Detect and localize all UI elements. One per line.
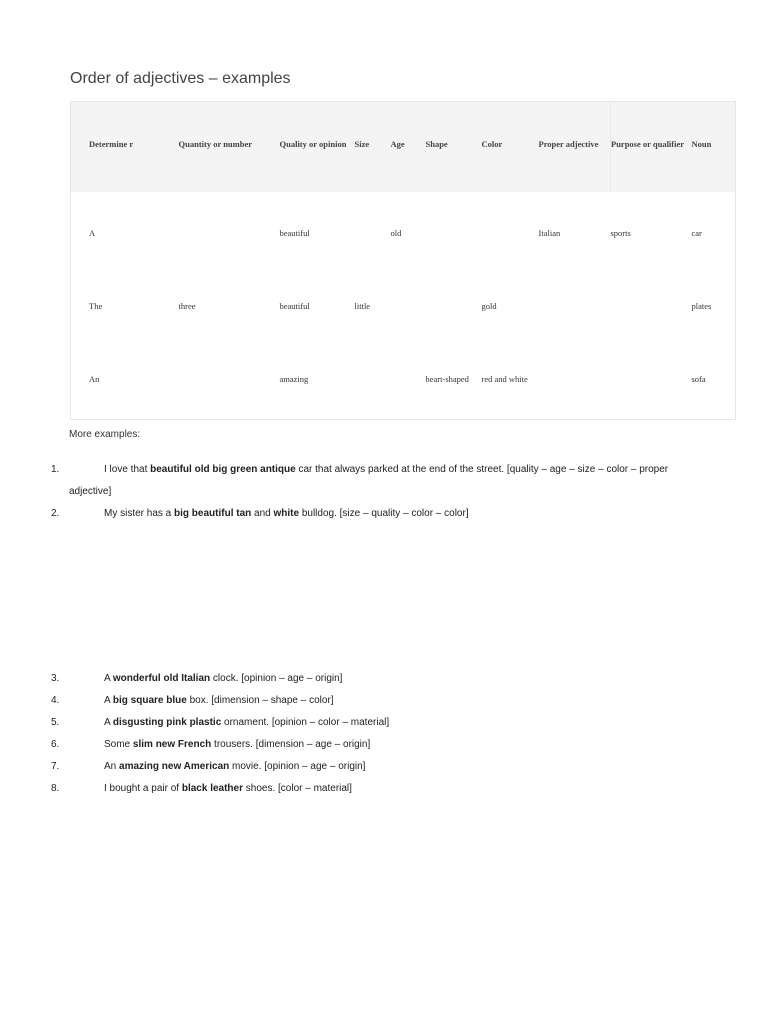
list-text: A big square blue box. [dimension – shape – color] bbox=[104, 695, 334, 706]
table-cell: heart-shaped bbox=[425, 374, 469, 384]
table-cell: old bbox=[390, 228, 402, 238]
list-number: 8. bbox=[51, 783, 60, 794]
header-cell: Purpose or qualifier bbox=[611, 102, 692, 193]
table-cell: plates bbox=[691, 301, 712, 311]
list-number: 7. bbox=[51, 761, 60, 772]
table-cell: sofa bbox=[691, 374, 706, 384]
table-cell: gold bbox=[481, 301, 497, 311]
examples-list-top bbox=[0, 459, 768, 525]
table-cell bbox=[179, 192, 280, 265]
list-item bbox=[0, 712, 768, 734]
list-item bbox=[0, 756, 768, 778]
table-cell: red and white bbox=[481, 374, 528, 384]
page-title: Order of adjectives – examples bbox=[70, 70, 291, 87]
table-cell: A bbox=[89, 228, 96, 238]
list-number: 4. bbox=[51, 695, 60, 706]
list-number: 3. bbox=[51, 673, 60, 684]
examples-list-bottom bbox=[0, 668, 768, 800]
more-examples-label: More examples: bbox=[69, 429, 141, 440]
table-cell: three bbox=[178, 301, 196, 311]
table-cell: An bbox=[89, 374, 100, 384]
list-number: 2. bbox=[51, 508, 60, 519]
table-cell: amazing bbox=[279, 374, 309, 384]
table-cell bbox=[482, 192, 539, 265]
table-cell bbox=[539, 265, 611, 338]
list-text: A wonderful old Italian clock. [opinion – age – origin] bbox=[104, 673, 343, 684]
header-cell: Noun bbox=[692, 102, 736, 193]
table-cell bbox=[391, 338, 426, 420]
list-item bbox=[0, 778, 768, 800]
adjective-order-table bbox=[70, 101, 736, 420]
table-cell bbox=[611, 265, 692, 338]
list-text: I bought a pair of black leather shoes. [color – material] bbox=[104, 783, 352, 794]
list-item bbox=[0, 503, 768, 525]
table-cell bbox=[539, 338, 611, 420]
table-row bbox=[71, 192, 736, 265]
header-cell: Color bbox=[482, 102, 539, 193]
table-row bbox=[71, 265, 736, 338]
table-cell bbox=[355, 338, 391, 420]
header-cell: Shape bbox=[426, 102, 482, 193]
list-item bbox=[0, 459, 768, 503]
header-cell: Quantity or number bbox=[179, 102, 280, 193]
header-cell: Quality or opinion bbox=[280, 102, 355, 193]
list-number: 5. bbox=[51, 717, 60, 728]
list-item bbox=[0, 734, 768, 756]
header-cell: Proper adjective bbox=[539, 102, 611, 193]
list-text: Some slim new French trousers. [dimension – age – origin] bbox=[104, 739, 371, 750]
table-cell bbox=[426, 192, 482, 265]
table-cell: The bbox=[89, 301, 103, 311]
header-cell: Size bbox=[355, 102, 391, 193]
table-cell bbox=[391, 265, 426, 338]
table-header-row bbox=[71, 102, 736, 193]
table-cell: beautiful bbox=[279, 301, 310, 311]
list-text: A disgusting pink plastic ornament. [opinion – color – material] bbox=[104, 717, 390, 728]
table-cell: little bbox=[354, 301, 371, 311]
header-cell: Determine r bbox=[71, 102, 179, 193]
table-cell: car bbox=[691, 228, 702, 238]
table-cell bbox=[355, 192, 391, 265]
table-cell: Italian bbox=[538, 228, 561, 238]
list-text: My sister has a big beautiful tan and white bulldog. [size – quality – color – color] bbox=[104, 508, 469, 519]
table-cell bbox=[426, 265, 482, 338]
table-row bbox=[71, 338, 736, 420]
list-number: 6. bbox=[51, 739, 60, 750]
list-item bbox=[0, 690, 768, 712]
table-cell bbox=[611, 338, 692, 420]
list-text: An amazing new American movie. [opinion – age – origin] bbox=[104, 761, 366, 772]
table-cell: beautiful bbox=[279, 228, 310, 238]
table-cell bbox=[179, 338, 280, 420]
list-item bbox=[0, 668, 768, 690]
list-number: 1. bbox=[51, 464, 60, 475]
table-cell: sports bbox=[610, 228, 631, 238]
list-text: I love that beautiful old big green antique car that always parked at the end of the street. [quality – age – size – color – proper adjective] bbox=[69, 464, 669, 497]
header-cell: Age bbox=[391, 102, 426, 193]
